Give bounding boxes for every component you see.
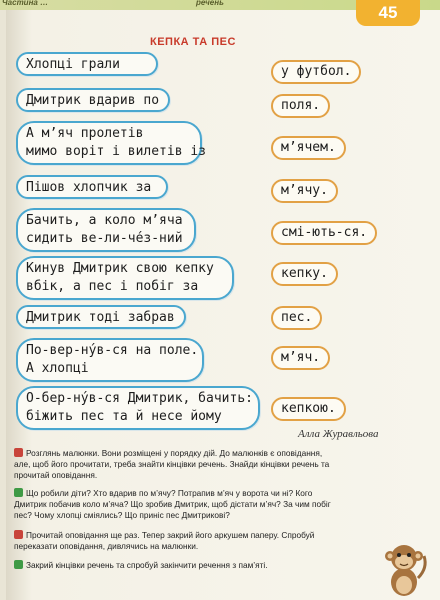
beginning-line: Пішов хлопчик за xyxy=(26,180,152,195)
beginning-line: Кинув Дмитрик свою кепку xyxy=(26,261,214,276)
task-line: переказати оповідання, дивлячись на малюнки. xyxy=(14,541,199,551)
sentence-beginning xyxy=(16,208,196,252)
task-line: Що робили діти? Хто вдарив по м’ячу? Потрапив м’яч у ворота чи ні? Кого xyxy=(26,488,313,498)
sentence-ending: м’ячем. xyxy=(271,136,346,160)
sentence-beginning xyxy=(16,88,170,112)
beginning-line: вбік, а пес і побіг за xyxy=(26,279,199,294)
sentence-beginning xyxy=(16,338,204,382)
checkmark-icon xyxy=(14,530,23,539)
task-item xyxy=(14,560,268,571)
task-line: Прочитай оповідання ще раз. Тепер закрий його аркушем паперу. Спробуй xyxy=(26,530,315,540)
task-item xyxy=(14,530,314,552)
author-name: Алла Журавльова xyxy=(298,428,379,440)
task-line: але, щоб його прочитати, треба знайти кінцівки речень. Знайди кінцівки речень та xyxy=(14,459,330,469)
task-item xyxy=(14,488,331,521)
task-item xyxy=(14,448,329,481)
task-line: Закрий кінцівки речень та спробуй закінчити речення з пам’яті. xyxy=(26,560,268,570)
page-number-badge: 45 xyxy=(356,0,420,26)
beginning-line: О-бер-ну́в-ся Дмитрик, бачить: xyxy=(26,391,253,406)
checkmark-icon xyxy=(14,560,23,569)
beginning-line: Бачить, а коло м’яча xyxy=(26,213,183,228)
beginning-line: біжить пес та й несе йому xyxy=(26,409,222,424)
checkmark-icon xyxy=(14,488,23,497)
task-line: Дмитрик побачив коло м’яча? Що зробив Дмитрик, щоб дістати м’яч? За чим побіг xyxy=(14,499,331,509)
sentence-ending: у футбол. xyxy=(271,60,361,84)
beginning-line: сидить ве-ли-че́з-ний xyxy=(26,231,183,246)
beginning-line: Дмитрик вдарив по xyxy=(26,93,160,108)
sentence-ending: смі-ють-ся. xyxy=(271,221,377,245)
section-header-text: Частина … xyxy=(2,0,49,7)
sentence-beginning xyxy=(16,305,186,329)
sentence-ending: кепкою. xyxy=(271,397,346,421)
task-line: прочитай оповідання. xyxy=(14,470,98,480)
beginning-line: А хлопці xyxy=(26,361,89,376)
task-line: пес? Чому хлопці сміялись? Що приніс пес Дмитрикові? xyxy=(14,510,230,520)
beginning-line: Хлопці грали xyxy=(26,57,120,72)
sentence-beginning xyxy=(16,256,234,300)
monkey-icon xyxy=(378,538,430,600)
sentence-beginning xyxy=(16,175,168,199)
task-line: Розглянь малюнки. Вони розміщені у порядку дій. До малюнків є оповідання, xyxy=(26,448,323,458)
beginning-line: А м’яч пролетів xyxy=(26,126,144,141)
checkmark-icon xyxy=(14,448,23,457)
sentence-ending: поля. xyxy=(271,94,330,118)
beginning-line: По-вер-ну́в-ся на поле. xyxy=(26,343,199,358)
beginning-line: мимо воріт і вилетів із xyxy=(26,144,207,159)
sentence-beginning xyxy=(16,386,260,430)
sentence-beginning xyxy=(16,52,158,76)
sentence-ending: пес. xyxy=(271,306,322,330)
section-header-text-right: речень xyxy=(196,0,224,7)
sentence-ending: кепку. xyxy=(271,262,338,286)
sentence-beginning xyxy=(16,121,207,165)
sentence-ending: м’яч. xyxy=(271,346,330,370)
beginning-line: Дмитрик тоді забрав xyxy=(26,310,175,325)
story-title: КЕПКА ТА ПЕС xyxy=(150,36,236,48)
sentence-ending: м’ячу. xyxy=(271,179,338,203)
